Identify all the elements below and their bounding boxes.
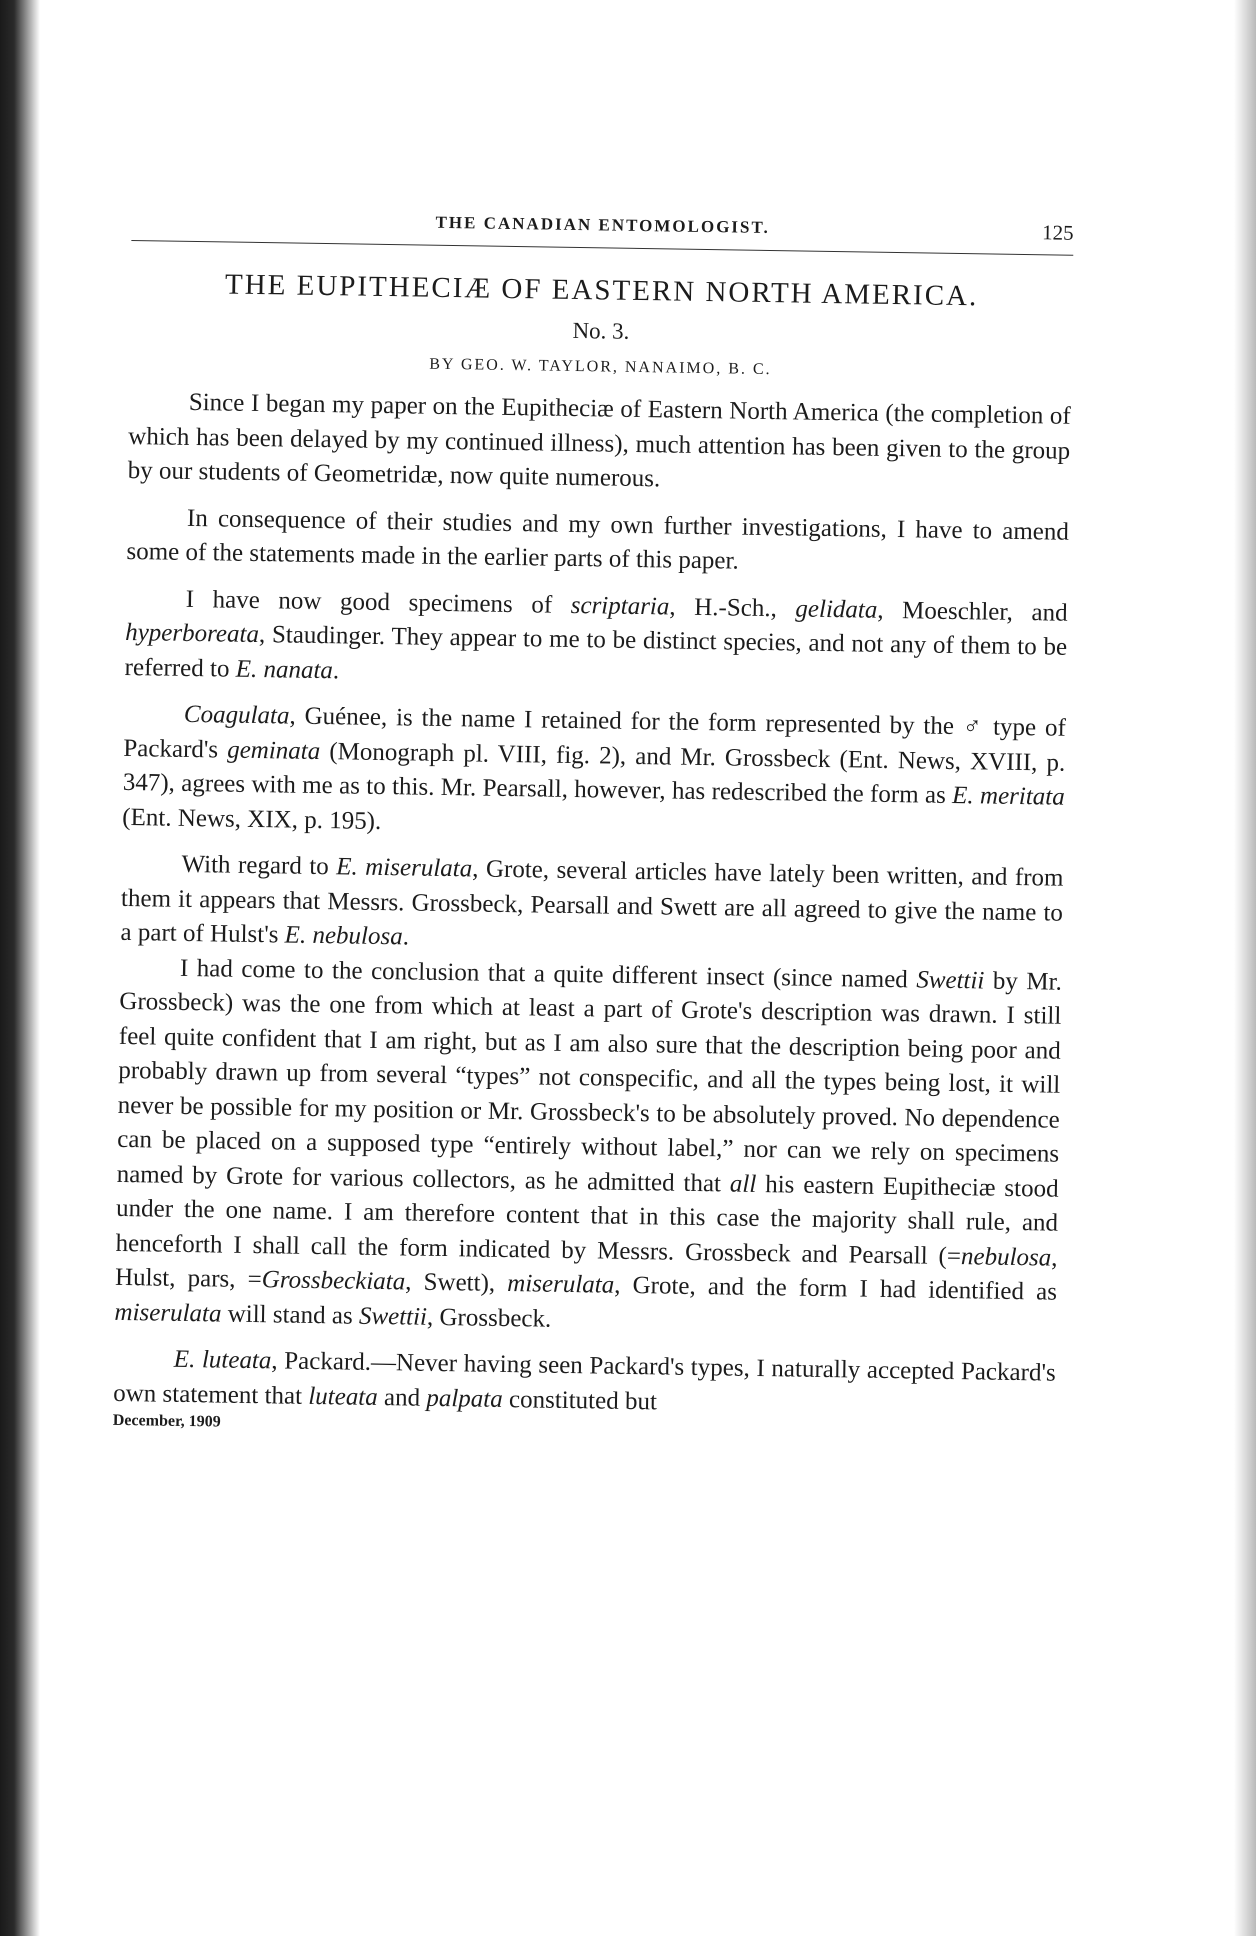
text-run: .	[332, 656, 340, 684]
text-run: and	[377, 1383, 427, 1412]
text-run: constituted but	[502, 1385, 658, 1415]
italic-term: luteata	[308, 1382, 378, 1411]
italic-term: E. nanata	[235, 655, 334, 684]
text-run: , Grote, several articles have lately been written, and from them it appears that Messrs. Grossbeck, Pearsall and Swett are all agreed to give the name to a part of Hulst's	[120, 855, 1064, 949]
running-title: THE CANADIAN ENTOMOLOGIST.	[435, 212, 770, 238]
text-run: , Grossbeck.	[426, 1303, 552, 1333]
italic-term: E. luteata	[173, 1345, 272, 1375]
text-run: will stand as	[221, 1300, 360, 1330]
paragraph	[127, 385, 1071, 503]
text-run: , Hulst, pars, =	[114, 1244, 1058, 1294]
paragraph	[126, 500, 1069, 584]
paragraph	[122, 697, 1066, 850]
paragraph	[114, 950, 1062, 1344]
italic-term: geminata	[226, 736, 321, 765]
paragraph	[113, 1342, 1056, 1426]
italic-term: palpata	[426, 1384, 503, 1413]
text-run: With regard to	[181, 850, 337, 881]
byline: BY GEO. W. TAYLOR, NANAIMO, B. C.	[429, 355, 772, 379]
italic-term: gelidata	[795, 594, 878, 624]
text-run: , Staudinger. They appear to me to be distinct species, and not any of them to be referred to	[124, 621, 1068, 683]
text-run: , Moeschler, and	[877, 596, 1068, 627]
article-body	[113, 385, 1071, 1426]
text-run: (Monograph pl. VIII, fig. 2), and Mr. Grossbeck (Ent. News, XVIII, p. 347), agrees with me as to this. Mr. Pearsall, however, has redescribed the form as	[122, 737, 1066, 809]
italic-term: E. miserulata	[336, 853, 473, 883]
scan-border-left	[0, 0, 40, 1936]
italic-term: E. nebulosa	[284, 921, 403, 951]
paragraph	[124, 581, 1068, 699]
italic-term: hyperboreata	[124, 618, 260, 649]
text-run: I have now good specimens of	[185, 585, 571, 619]
italic-term: Swettii	[358, 1302, 428, 1331]
text-run: In consequence of their studies and my own further investigations, I have to amend some of the statements made in the earlier parts of this paper.	[126, 504, 1070, 575]
italic-term: miserulata	[507, 1270, 615, 1299]
text-run: , Packard.—Never having seen Packard's types, I naturally accepted Packard's own statement that	[113, 1347, 1056, 1410]
text-run: Since I began my paper on the Eupitheciæ of Eastern North America (the completion of which has been delayed by my continued illness), much attention has been given to the group by our students of Geometridæ, now quite numerous.	[127, 388, 1071, 493]
scan-border-right	[1234, 0, 1256, 1936]
text-run: , H.-Sch.,	[669, 592, 796, 622]
paragraph	[120, 847, 1064, 965]
text-run: his eastern Eupitheciæ stood under the one name. I am therefore content that in this case the majority shall rule, and henceforth I shall call the form indicated by Messrs. Grossbeck and Pearsall (=	[115, 1170, 1059, 1270]
italic-term: scriptaria	[570, 591, 670, 620]
italic-term: Coagulata	[183, 700, 290, 730]
text-run: I had come to the conclusion that a quite different insect (since named	[179, 954, 917, 993]
text-run: by Mr. Grossbeck) was the one from which at least a part of Grote's description was drawn. I still feel quite confident that I am right, but as I am also sure that the description being poor and probably drawn up from several “types” not conspecific, and all the types being lost, it will never be possible for my position or Mr. Grossbeck's to be absolutely proved. No dependence can be placed on a supposed type “entirely without label,” nor can we rely on specimens named by Grote for various collectors, as he admitted that	[116, 966, 1063, 1198]
italic-term: E. meritata	[951, 781, 1065, 811]
page-number: 125	[1041, 220, 1074, 245]
article-number: No. 3.	[572, 317, 630, 344]
running-head	[131, 200, 1074, 256]
issue-date: December, 1909	[112, 1411, 221, 1431]
italic-term: Grossbeckiata	[261, 1266, 406, 1296]
text-run: , Grote, and the form I had identified as	[614, 1271, 1058, 1306]
page	[113, 200, 1074, 1446]
text-run: , Guénee, is the name I retained for the form represented by the ♂ type of Packard's	[123, 702, 1067, 764]
italic-term: all	[729, 1170, 757, 1198]
text-run: (Ent. News, XIX, p. 195).	[122, 803, 382, 835]
italic-term: miserulata	[114, 1298, 222, 1328]
text-run: , Swett),	[405, 1268, 508, 1298]
text-run: .	[402, 923, 410, 951]
italic-term: nebulosa	[960, 1242, 1052, 1272]
article-title: THE EUPITHECIÆ OF EASTERN NORTH AMERICA.	[224, 268, 979, 313]
italic-term: Swettii	[916, 965, 985, 994]
